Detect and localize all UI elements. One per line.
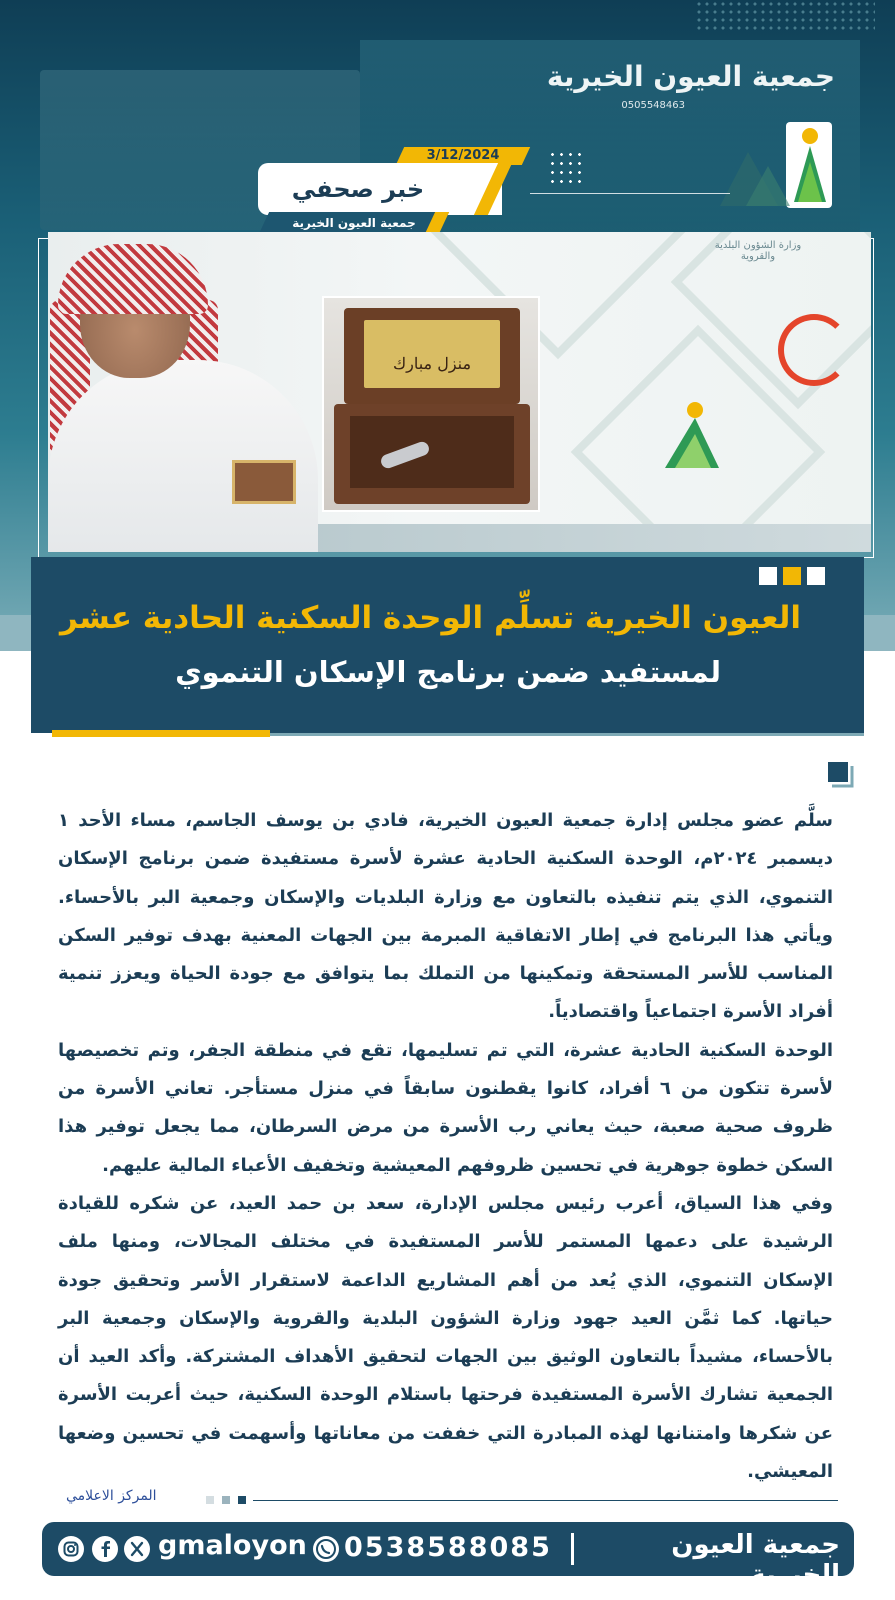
signature-square [206, 1496, 214, 1504]
headline-line-1: العيون الخيرية تسلِّم الوحدة السكنية الحادية عشر [59, 600, 801, 636]
dot-pattern [695, 0, 875, 30]
key-box-photo [322, 296, 540, 512]
headline-underline-thin [270, 733, 864, 736]
dot-grid-decoration [548, 150, 584, 186]
footer-org-name: جمعية العيون الخيرية [671, 1530, 840, 1590]
article-paragraph-1: سلَّم عضو مجلس إدارة جمعية العيون الخيرية، فادي بن يوسف الجاسم، مساء الأحد ١ ديسمبر ٢٠٢٤م، الوحدة السكنية الحادية عشرة لأسرة مستفيدة ضمن برنامج الإسكان التنموي، الذي يتم تنفيذه بالتعاون مع وزارة البلديات والإسكان وجمعية البر بالأحساء. ويأتي هذا البرنامج في إطار الاتفاقية المبرمة بين الجهات المعنية بهدف توفير السكن المناسب للأسر المستحقة وتمكينها من التملك بما يتوافق مع جودة الحياة ويعزز تنمية أفراد الأسرة اجتماعياً واقتصادياً. [58, 810, 833, 1023]
facebook-icon[interactable] [92, 1536, 118, 1562]
article-body [58, 802, 833, 1491]
box-plate-text: منزل مبارك [392, 354, 472, 373]
headline-underline [52, 730, 270, 737]
x-icon[interactable] [124, 1536, 150, 1562]
footer-divider [571, 1533, 574, 1565]
footer-social-handle[interactable]: gmaloyon [158, 1530, 307, 1561]
ministry-text: وزارة الشؤون البلدية والقروية [714, 240, 802, 262]
whatsapp-icon[interactable] [313, 1536, 339, 1562]
article-paragraph-3: وفي هذا السياق، أعرب رئيس مجلس الإدارة، سعد بن حمد العيد، عن شكره للقيادة الرشيدة على دعمها المستمر للأسر المستفيدة في مختلف المجالات، ومنها ملف الإسكان التنموي، الذي يُعد من أهم المشاريع الداعمة لاستقرار الأسر وتحقيق جودة حياتها. كما ثمَّن العيد جهود وزارة الشؤون البلدية والقروية والإسكان وجمعية البر بالأحساء، مشيداً بالتعاون الوثيق بين الجهات لتحقيق الأهداف المشتركة. وأكد العيد أن الجمعية تشارك الأسرة المستفيدة فرحتها باستلام الوحدة السكنية، حيث أعربت الأسرة عن شكرها وامتنانها لهذه المبادرة التي خففت من معاناتها وأسهمت في تحسين وضعها المعيشي. [58, 1192, 833, 1483]
footer-phone[interactable]: 0538588085 [344, 1532, 552, 1563]
box-inner [350, 416, 514, 488]
press-badge-subtitle-bar [259, 212, 449, 234]
corner-square-icon [828, 762, 856, 790]
decor-square [759, 567, 777, 585]
building-sign: جمعية العيون الخيرية [546, 60, 835, 93]
instagram-icon[interactable] [58, 1536, 84, 1562]
signature-square [238, 1496, 246, 1504]
press-badge-subtitle: جمعية العيون الخيرية [292, 216, 416, 230]
date-text: 3/12/2024 [426, 148, 500, 163]
press-badge-title: خبر صحفي [291, 175, 425, 203]
article-paragraph-2: الوحدة السكنية الحادية عشرة، التي تم تسليمها، تقع في منطقة الجفر، وتم تخصيصها لأسرة تتكون من ٦ أفراد، كانوا يقطنون سابقاً في منزل مستأجر. تعاني الأسرة من ظروف صحية صعبة، حيث يعاني رب الأسرة من مرض السرطان، مما يجعل توفير هذا السكن خطوة جوهرية في تحسين ظروفهم المعيشية وتخفيف الأعباء المالية عليهم. [58, 1039, 833, 1176]
building-sign-phone: 0505548463 [621, 100, 685, 111]
signature-line [253, 1500, 838, 1501]
held-key-box [232, 460, 296, 504]
headline-line-2: لمستفيد ضمن برنامج الإسكان التنموي [175, 655, 721, 689]
charity-logo-icon [718, 122, 836, 212]
decor-square [783, 567, 801, 585]
charity-mark-icon [655, 400, 723, 470]
decor-square [807, 567, 825, 585]
signature-square [222, 1496, 230, 1504]
signature-text: المركز الاعلامي [66, 1488, 157, 1504]
headline-panel [31, 557, 864, 733]
badge-divider-line [530, 193, 730, 194]
al-birr-logo-icon [778, 314, 850, 386]
